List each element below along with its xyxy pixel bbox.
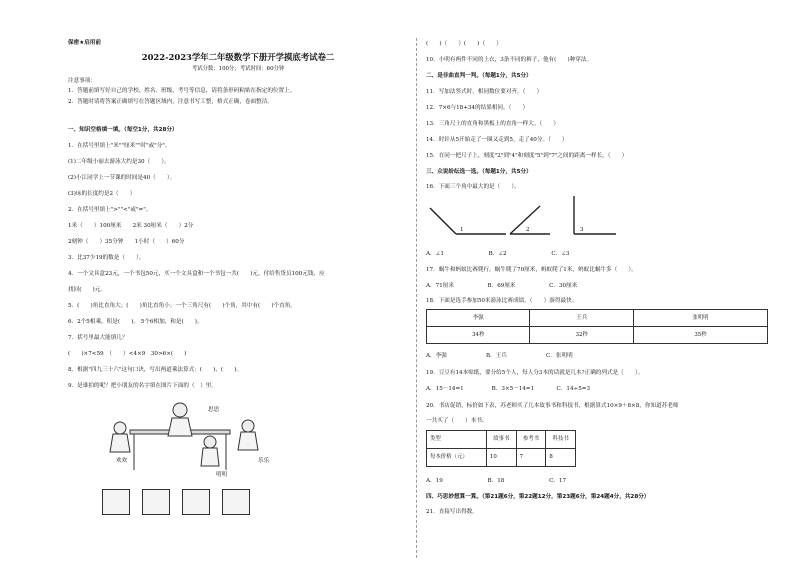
question-line: 18．下面是选手参加50米游泳比赛成绩，（ ）游得最快。 (426, 298, 578, 304)
question-line: 3．比37少19的数是（ ）。 (68, 255, 145, 261)
photo-1-icon (102, 489, 130, 515)
table-cell: 类型 (427, 431, 487, 449)
swim-results-table (426, 309, 768, 344)
question-line: 9．是谁拍的呢？把小朋友的名字填在图片下面的（ ）里。 (68, 383, 217, 389)
question-line: 8．根据"四九三十六"这句口诀，写出两道乘法算式：( )、( )。 (68, 367, 243, 373)
angles-figure (426, 194, 626, 244)
question-line: 13．三角尺上的直角和黑板上的直角一样大。（ ） (426, 121, 559, 127)
photo-4-icon (222, 489, 250, 515)
choice-line: A．∠1 B．∠2 C．∠3 (426, 251, 570, 257)
question-line: 21．直接写出得数。 (426, 509, 478, 515)
table-cell: 32秒 (530, 327, 633, 344)
kid-name: 思思 (208, 407, 220, 413)
table-cell: 王兵 (530, 310, 633, 327)
question-line: 7．括号里最大能填几？ (68, 335, 128, 341)
choice-line: A．15－14=1 B．3×5－14=1 C．14÷5=3 (426, 386, 591, 392)
question-line: 2．在括号里填上">""<"或"="。 (68, 207, 152, 213)
question-line: 5．( )角比直角大；( )角比直角小；一个三角尺有( )个角，其中有( )个直角。 (68, 303, 296, 309)
table-cell: 张明明 (633, 310, 767, 327)
question-line: 6．2个5相乘，积是( )。 5个6相加，和是( )。 (68, 319, 203, 325)
section-heading: 二、是非曲直判一判。（每题1分，共5分） (426, 73, 532, 79)
table-cell: 7 (516, 449, 546, 467)
question-line: 14．时针从5开始走了一圈又走到5，走了40分。（ ） (426, 137, 568, 143)
question-line: (1)二年级小丽去游泳大约是30（ ）。 (68, 159, 170, 165)
question-line: 10．小明有两件不同的上衣，3条不同的裤子，他有( )种穿法。 (426, 57, 593, 63)
question-line: 17．蜗牛和蚂蚁比赛爬行，蜗牛爬了70厘米，蚂蚁爬了1米，蚂蚁比蜗牛多（ ）。 (426, 267, 637, 273)
angle-label: 3 (580, 227, 584, 233)
table-cell: 10 (487, 449, 517, 467)
section-heading: 一、知识空格填一填。（每空1分，共28分） (68, 127, 178, 133)
table-cell: 故事书 (487, 431, 517, 449)
classroom-illustration (100, 400, 270, 480)
question-line: 1．在括号里填上"米""厘米""时"或"分"。 (68, 143, 171, 149)
notice-line: 2．答题时请将答案正确填写在答题区域内，注意书写工整，格式正确，卷面整洁。 (68, 99, 273, 105)
choice-line: A．71厘米 B．69厘米 C．30厘米 (426, 283, 578, 289)
question-line: 19．豆豆有14本贴纸，要分给5个人，每人分3本的话就是几本?正确的列式是（ ）。 (426, 370, 644, 376)
question-line: 1米（ ）100厘米 2米 30厘米（ ）2分 (68, 223, 194, 229)
question-line: 20．书店促销，标价如下表，苏老师买了几本故事书和科技书，根据算式10×9＋8×8，你知道苏老师 (426, 403, 679, 409)
question-line: 4．一个文具盒23元，一个书包50元，买一个文具盒和一个书包一共( )元，付给售货员100元钱，应 (68, 271, 325, 277)
question-line: ( )×7<59 （ ）<4×9 30>6×( ) (68, 351, 187, 357)
photo-2-icon (142, 489, 170, 515)
section-heading: 四、巧思妙想算一算。（第21题6分，第22题12分，第23题6分，第24题4分，共28分） (426, 494, 650, 500)
question-line: 12．7×6与18+34的结果相同。（ ） (426, 105, 529, 111)
choice-line: A．19 B．18 C．17 (426, 478, 567, 484)
table-cell: 8 (546, 449, 576, 467)
table-cell: 34秒 (427, 327, 530, 344)
question-line: 16．下面三个角中最大的是（ ）。 (426, 184, 520, 190)
question-line: (2)小江同学上一节课的时间是40（ ）。 (68, 175, 176, 181)
kid-name: 欢欢 (116, 458, 128, 464)
table-cell: 李强 (427, 310, 530, 327)
answer-blanks: ( )（ ）( )（ ） (426, 41, 502, 47)
notice-line: 1．答题前填写好自己的学校、姓名、班级、考号等信息，请将条形码粘贴在指定的位置上。 (68, 88, 296, 94)
table-cell: 每本价格（元） (427, 449, 487, 467)
page-title: 2022-2023学年二年级数学下册开学摸底考试卷二 (141, 52, 335, 62)
price-table (426, 430, 576, 467)
kid-name: 乐乐 (258, 458, 270, 464)
kid-name: 明明 (216, 472, 228, 478)
question-line: 一共买了（ ）本书。 (426, 418, 488, 424)
angle-label: 2 (526, 227, 530, 233)
table-cell: 科技书 (546, 431, 576, 449)
exam-info: 考试分数：100分；考试时间：60分钟 (191, 66, 285, 72)
angle-label: 1 (460, 227, 464, 233)
question-line: 找回( )元。 (68, 287, 106, 293)
question-line: (3)床的长度约是2（ ） (68, 191, 136, 197)
notice-title: 注意事项： (68, 78, 96, 84)
photo-3-icon (182, 489, 210, 515)
question-line: 15．在同一把尺子上，刻度"2"到"4"和刻度"5"到"7"之间的距离一样长。（ ） (426, 153, 628, 159)
column-divider (416, 38, 417, 558)
question-line: 11．写加法竖式时，相同数位要对齐。（ ） (426, 89, 543, 95)
choice-line: A．李强 B．王兵 C．张明明 (426, 353, 573, 359)
table-cell: 参考书 (516, 431, 546, 449)
secret-label: 保密★启用前 (68, 40, 101, 46)
table-cell: 35秒 (633, 327, 767, 344)
section-heading: 三、众说纷纭选一选。（每题1分，共5分） (426, 169, 532, 175)
question-line: 2刻钟（ ）35分钟 1小时（ ）60分 (68, 239, 185, 245)
